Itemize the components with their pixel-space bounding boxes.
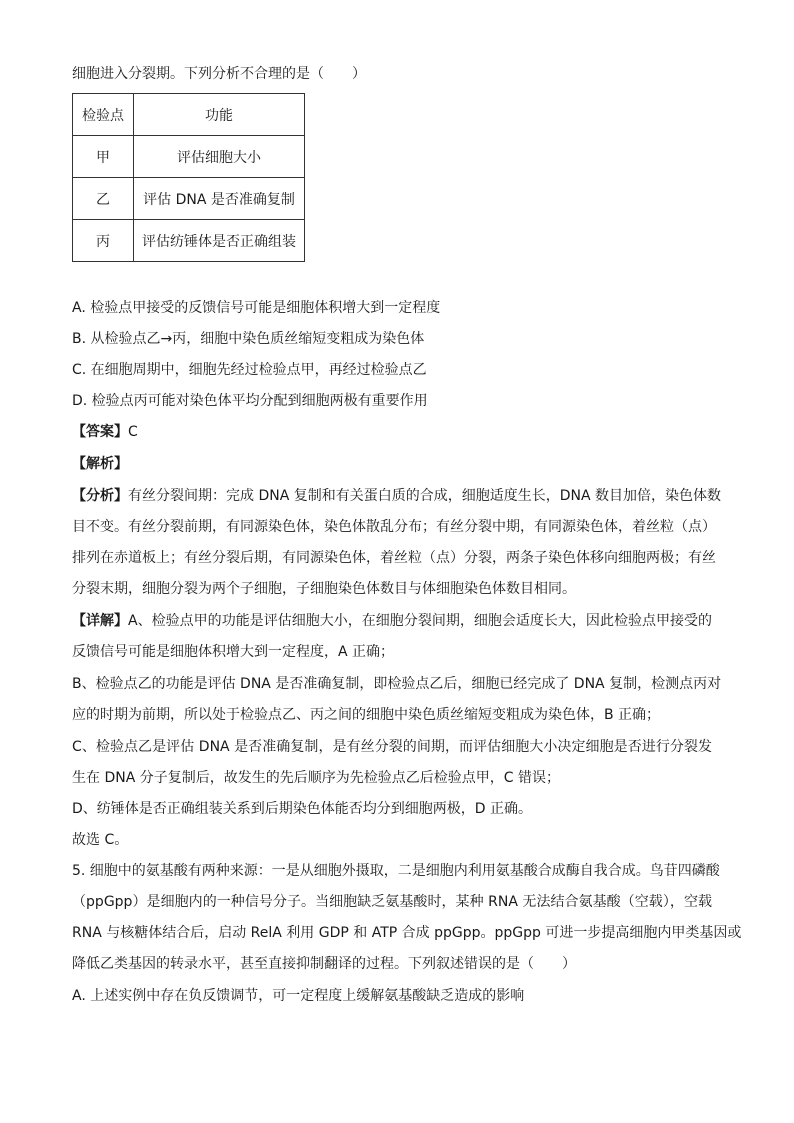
table-row	[73, 136, 305, 178]
xiangjie-text: A、检验点甲的功能是评估细胞大小，在细胞分裂间期，细胞会适度长大，因此检验点甲接受的	[128, 613, 713, 629]
xiangjie-line	[72, 611, 712, 631]
table-row	[73, 220, 305, 262]
question-intro: 细胞进入分裂期。下列分析不合理的是（ ）	[72, 66, 366, 82]
fenxi-tag: 【分析】	[72, 488, 128, 504]
fenxi-text: 有丝分裂间期：完成 DNA 复制和有关蛋白质的合成，细胞适度生长，DNA 数目加倍，染色体数	[128, 488, 722, 504]
fenxi-line: 目不变。有丝分裂前期，有同源染色体，染色体散乱分布；有丝分裂中期，有同源染色体，着丝粒（点）	[72, 519, 716, 535]
xiangjie-line: C、检验点乙是评估 DNA 是否准确复制，是有丝分裂的间期，而评估细胞大小决定细胞是否进行分裂发	[72, 739, 712, 755]
q5-option-a: A. 上述实例中存在负反馈调节，可一定程度上缓解氨基酸缺乏造成的影响	[72, 988, 525, 1004]
answer-value: C	[128, 424, 138, 440]
fenxi-line: 分裂末期，细胞分裂为两个子细胞，子细胞染色体数目与体细胞染色体数目相同。	[72, 581, 576, 597]
answer-line	[72, 422, 138, 442]
table-cell: 评估 DNA 是否准确复制	[134, 178, 305, 220]
option-b: B. 从检验点乙→丙，细胞中染色质丝缩短变粗成为染色体	[72, 331, 425, 347]
xiangjie-line: 应的时期为前期，所以处于检验点乙、丙之间的细胞中染色质丝缩短变粗成为染色体，B 正确；	[72, 707, 661, 723]
table-row	[73, 178, 305, 220]
table-cell: 甲	[73, 136, 134, 178]
xiangjie-line: 故选 C。	[72, 832, 129, 848]
xiangjie-line: B、检验点乙的功能是评估 DNA 是否准确复制，即检验点乙后，细胞已经完成了 DNA 复制，检测点丙对	[72, 676, 722, 692]
xiangjie-line: 反馈信号可能是细胞体积增大到一定程度，A 正确；	[72, 644, 395, 660]
xiangjie-tag: 【详解】	[72, 613, 129, 629]
checkpoint-table	[72, 93, 305, 262]
answer-tag: 【答案】	[72, 424, 128, 440]
fenxi-line: 排列在赤道板上；有丝分裂后期，有同源染色体，着丝粒（点）分裂，两条子染色体移向细胞两极；有丝	[72, 550, 716, 566]
table-cell: 评估纺锤体是否正确组装	[134, 220, 305, 262]
analysis-tag: 【解析】	[72, 456, 128, 472]
q5-line: （ppGpp）是细胞内的一种信号分子。当细胞缺乏氨基酸时，某种 RNA 无法结合氨基酸（空载），空载	[72, 894, 712, 910]
xiangjie-line: 生在 DNA 分子复制后，故发生的先后顺序为先检验点乙后检验点甲，C 错误；	[72, 770, 560, 786]
q5-line: RNA 与核糖体结合后，启动 RelA 利用 GDP 和 ATP 合成 ppGpp。ppGpp 可进一步提高细胞内甲类基因或	[72, 925, 742, 941]
fenxi-line	[72, 486, 722, 506]
table-cell: 丙	[73, 220, 134, 262]
table-header-row	[73, 94, 305, 136]
q5-line: 5. 细胞中的氨基酸有两种来源：一是从细胞外摄取，二是细胞内利用氨基酸合成酶自我合成。鸟苷四磷酸	[72, 863, 720, 879]
table-header-cell: 功能	[134, 94, 305, 136]
option-d: D. 检验点丙可能对染色体平均分配到细胞两极有重要作用	[72, 393, 428, 409]
table-cell: 乙	[73, 178, 134, 220]
option-a: A. 检验点甲接受的反馈信号可能是细胞体积增大到一定程度	[72, 300, 441, 316]
table-header-cell: 检验点	[73, 94, 134, 136]
xiangjie-line: D、纺锤体是否正确组装关系到后期染色体能否均分到细胞两极，D 正确。	[72, 801, 533, 817]
table-cell: 评估细胞大小	[134, 136, 305, 178]
q5-line: 降低乙类基因的转录水平，甚至直接抑制翻译的过程。下列叙述错误的是（ ）	[72, 956, 576, 972]
option-c: C. 在细胞周期中，细胞先经过检验点甲，再经过检验点乙	[72, 362, 427, 378]
